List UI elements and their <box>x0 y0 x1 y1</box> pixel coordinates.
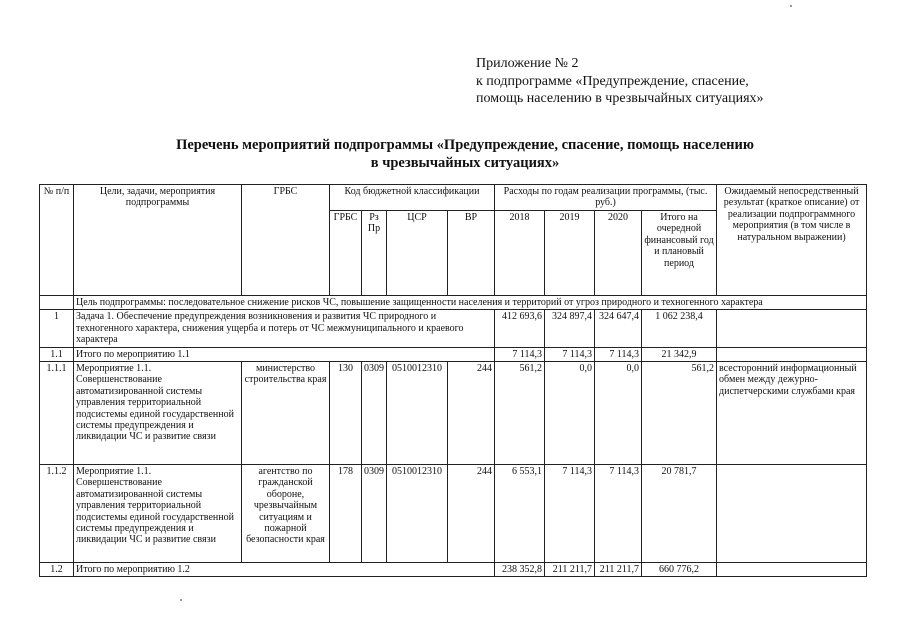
total-1-2-result <box>717 563 867 577</box>
measure-1-1-2-code-csr: 0510012310 <box>387 465 448 563</box>
header-2020: 2020 <box>595 211 642 296</box>
task-2020: 324 647,4 <box>595 310 642 347</box>
measure-1-1-1-code-vr: 244 <box>448 362 495 465</box>
measure-1-1-1-2018: 561,2 <box>495 362 545 465</box>
total-1-2-2018: 238 352,8 <box>495 563 545 577</box>
header-code-rzpr: Рз Пр <box>362 211 387 296</box>
measure-1-1-2-row <box>40 465 867 563</box>
header-num: № п/п <box>40 185 74 296</box>
total-1-2-2020: 211 211,7 <box>595 563 642 577</box>
measure-1-1-2-code-vr: 244 <box>448 465 495 563</box>
title-line-2: в чрезвычайных ситуациях» <box>370 155 560 171</box>
header-code-csr: ЦСР <box>387 211 448 296</box>
header-result: Ожидаемый непосредственный результат (краткое описание) от реализации подпрограммного мероприятия (в том числе в натуральном выражении) <box>717 185 867 296</box>
measure-1-1-1-result: всесторонний информационный обмен между дежурно-диспетчерскими службами края <box>717 362 867 465</box>
measure-1-1-2-code-grbs: 178 <box>330 465 362 563</box>
measure-1-1-2-result <box>717 465 867 563</box>
task-result <box>717 310 867 347</box>
total-1-1-row <box>40 347 867 361</box>
header-2019: 2019 <box>545 211 595 296</box>
total-1-1-2018: 7 114,3 <box>495 347 545 361</box>
header-grbs: ГРБС <box>242 185 330 296</box>
measure-1-1-2-2020: 7 114,3 <box>595 465 642 563</box>
measure-1-1-1-total: 561,2 <box>642 362 717 465</box>
header-2018: 2018 <box>495 211 545 296</box>
header-goals: Цели, задачи, мероприятия подпрограммы <box>74 185 242 296</box>
total-1-1-total: 21 342,9 <box>642 347 717 361</box>
measure-1-1-1-code-csr: 0510012310 <box>387 362 448 465</box>
measure-1-1-2-2018: 6 553,1 <box>495 465 545 563</box>
measure-1-1-1-row <box>40 362 867 465</box>
task-total: 1 062 238,4 <box>642 310 717 347</box>
task-2019: 324 897,4 <box>545 310 595 347</box>
measure-1-1-2-grbs: агентство по гражданской обороне, чрезвычайным ситуациям и пожарной безопасности края <box>242 465 330 563</box>
total-1-2-text: Итого по мероприятию 1.2 <box>74 563 495 577</box>
measure-1-1-2-code-rzpr: 0309 <box>362 465 387 563</box>
measure-1-1-2-total: 20 781,7 <box>642 465 717 563</box>
goal-text: Цель подпрограммы: последовательное снижение рисков ЧС, повышение защищенности населения и территорий от угроз природного и техногенного характера <box>74 296 867 310</box>
total-1-1-num: 1.1 <box>40 347 74 361</box>
total-1-1-result <box>717 347 867 361</box>
scan-speck <box>180 599 182 601</box>
header-code-grbs: ГРБС <box>330 211 362 296</box>
total-1-1-text: Итого по мероприятию 1.1 <box>74 347 495 361</box>
appendix-line-3: помощь населению в чрезвычайных ситуациях» <box>476 91 764 106</box>
total-1-2-2019: 211 211,7 <box>545 563 595 577</box>
measure-1-1-1-text: Мероприятие 1.1. Совершенствование автоматизированной системы управления территориальной подсистемы единой государственной системы предупреждения и ликвидации ЧС и развитие связи <box>74 362 242 465</box>
measure-1-1-2-2019: 7 114,3 <box>545 465 595 563</box>
scan-speck <box>790 5 792 7</box>
task-2018: 412 693,6 <box>495 310 545 347</box>
task-text: Задача 1. Обеспечение предупреждения возникновения и развития ЧС природного и техногенного характера, снижения ущерба и потерь от ЧС межмуниципального и краевого характера <box>74 310 495 347</box>
header-budget-code: Код бюджетной классификации <box>330 185 495 211</box>
goal-row <box>40 296 867 310</box>
measure-1-1-1-code-grbs: 130 <box>330 362 362 465</box>
title-line-1: Перечень мероприятий подпрограммы «Предупреждение, спасение, помощь населению <box>176 137 754 153</box>
header-expenses: Расходы по годам реализации программы, (тыс. руб.) <box>495 185 717 211</box>
goal-num <box>40 296 74 310</box>
appendix-line-2: к подпрограмме «Предупреждение, спасение, <box>476 73 749 89</box>
measure-1-1-2-text: Мероприятие 1.1. Совершенствование автоматизированной системы управления территориальной подсистемы единой государственной системы предупреждения и ликвидации ЧС и развитие связи <box>74 465 242 563</box>
measure-1-1-1-grbs: министерство строительства края <box>242 362 330 465</box>
measure-1-1-2-num: 1.1.2 <box>40 465 74 563</box>
total-1-2-num: 1.2 <box>40 563 74 577</box>
measures-table <box>39 184 867 577</box>
appendix-line-1: Приложение № 2 <box>476 56 579 71</box>
measure-1-1-1-2020: 0,0 <box>595 362 642 465</box>
total-1-2-row <box>40 563 867 577</box>
header-row-1 <box>40 185 867 211</box>
total-1-2-total: 660 776,2 <box>642 563 717 577</box>
task-num: 1 <box>40 310 74 347</box>
header-code-vr: ВР <box>448 211 495 296</box>
total-1-1-2020: 7 114,3 <box>595 347 642 361</box>
task-row <box>40 310 867 347</box>
appendix-block <box>476 55 764 108</box>
measure-1-1-1-num: 1.1.1 <box>40 362 74 465</box>
header-total: Итого на очередной финансовый год и плановый период <box>642 211 717 296</box>
measure-1-1-1-2019: 0,0 <box>545 362 595 465</box>
document-title <box>150 136 780 172</box>
total-1-1-2019: 7 114,3 <box>545 347 595 361</box>
measure-1-1-1-code-rzpr: 0309 <box>362 362 387 465</box>
